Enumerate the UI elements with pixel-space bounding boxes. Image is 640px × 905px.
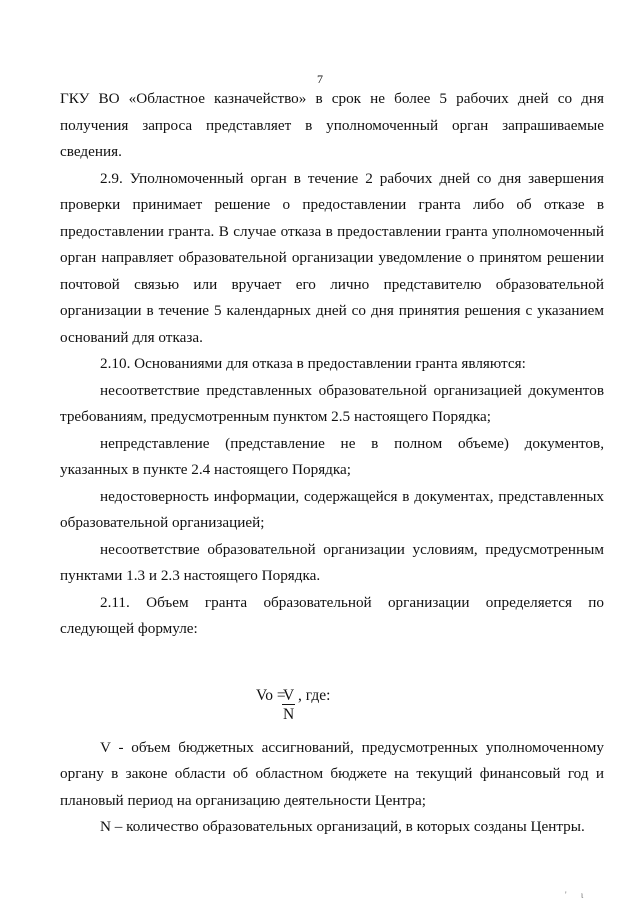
- list-item-refusal-reason: несоответствие представленных образовательной организацией документов требованиям, предусмотренным пунктом 2.5 настоящего Порядка;: [60, 381, 604, 425]
- scan-mark: ' ι: [565, 890, 590, 900]
- formula-numerator: V: [283, 686, 295, 704]
- paragraph-2-10: 2.10. Основаниями для отказа в предоставлении гранта являются:: [100, 355, 526, 372]
- formula-denominator: N: [283, 705, 295, 723]
- paragraph-2-11: 2.11. Объем гранта образовательной организации определяется по следующей формуле:: [60, 593, 604, 637]
- paragraph-2-9: 2.9. Уполномоченный орган в течение 2 рабочих дней со дня завершения проверки принимает решение о предоставлении гранта либо об отказе в предоставлении гранта. В случае отказа в предоставлении гранта уполномоченный орган направляет образовательной организации уведомление о принятом решении почтовой связью или вручает его лично представителю образовательной организации в течение 5 календарных дней со дня принятия решения с указанием оснований для отказа.: [60, 169, 604, 346]
- list-item-refusal-reason: несоответствие образовательной организации условиям, предусмотренным пунктами 1.3 и 2.3 настоящего Порядка.: [60, 540, 604, 584]
- document-body: [60, 86, 604, 841]
- list-item-refusal-reason: недостоверность информации, содержащейся в документах, представленных образовательной организацией;: [60, 487, 604, 531]
- paragraph-treasury-info: ГКУ ВО «Областное казначейство» в срок не более 5 рабочих дней со дня получения запроса представляет в уполномоченный орган запрашиваемые сведения.: [60, 90, 604, 160]
- formula-lhs: Vo =: [256, 686, 286, 704]
- formula-suffix: , где:: [298, 686, 331, 704]
- page-number: 7: [317, 72, 323, 86]
- formula-fraction: [282, 687, 295, 725]
- definition-n: N – количество образовательных организаций, в которых созданы Центры.: [100, 818, 585, 835]
- grant-formula: [60, 657, 604, 727]
- definition-v: V - объем бюджетных ассигнований, предусмотренных уполномоченному органу в законе области об областном бюджете на текущий финансовый год и плановый период на организацию деятельности Центра;: [60, 738, 604, 809]
- list-item-refusal-reason: непредставление (представление не в полном объеме) документов, указанных в пункте 2.4 настоящего Порядка;: [60, 434, 604, 478]
